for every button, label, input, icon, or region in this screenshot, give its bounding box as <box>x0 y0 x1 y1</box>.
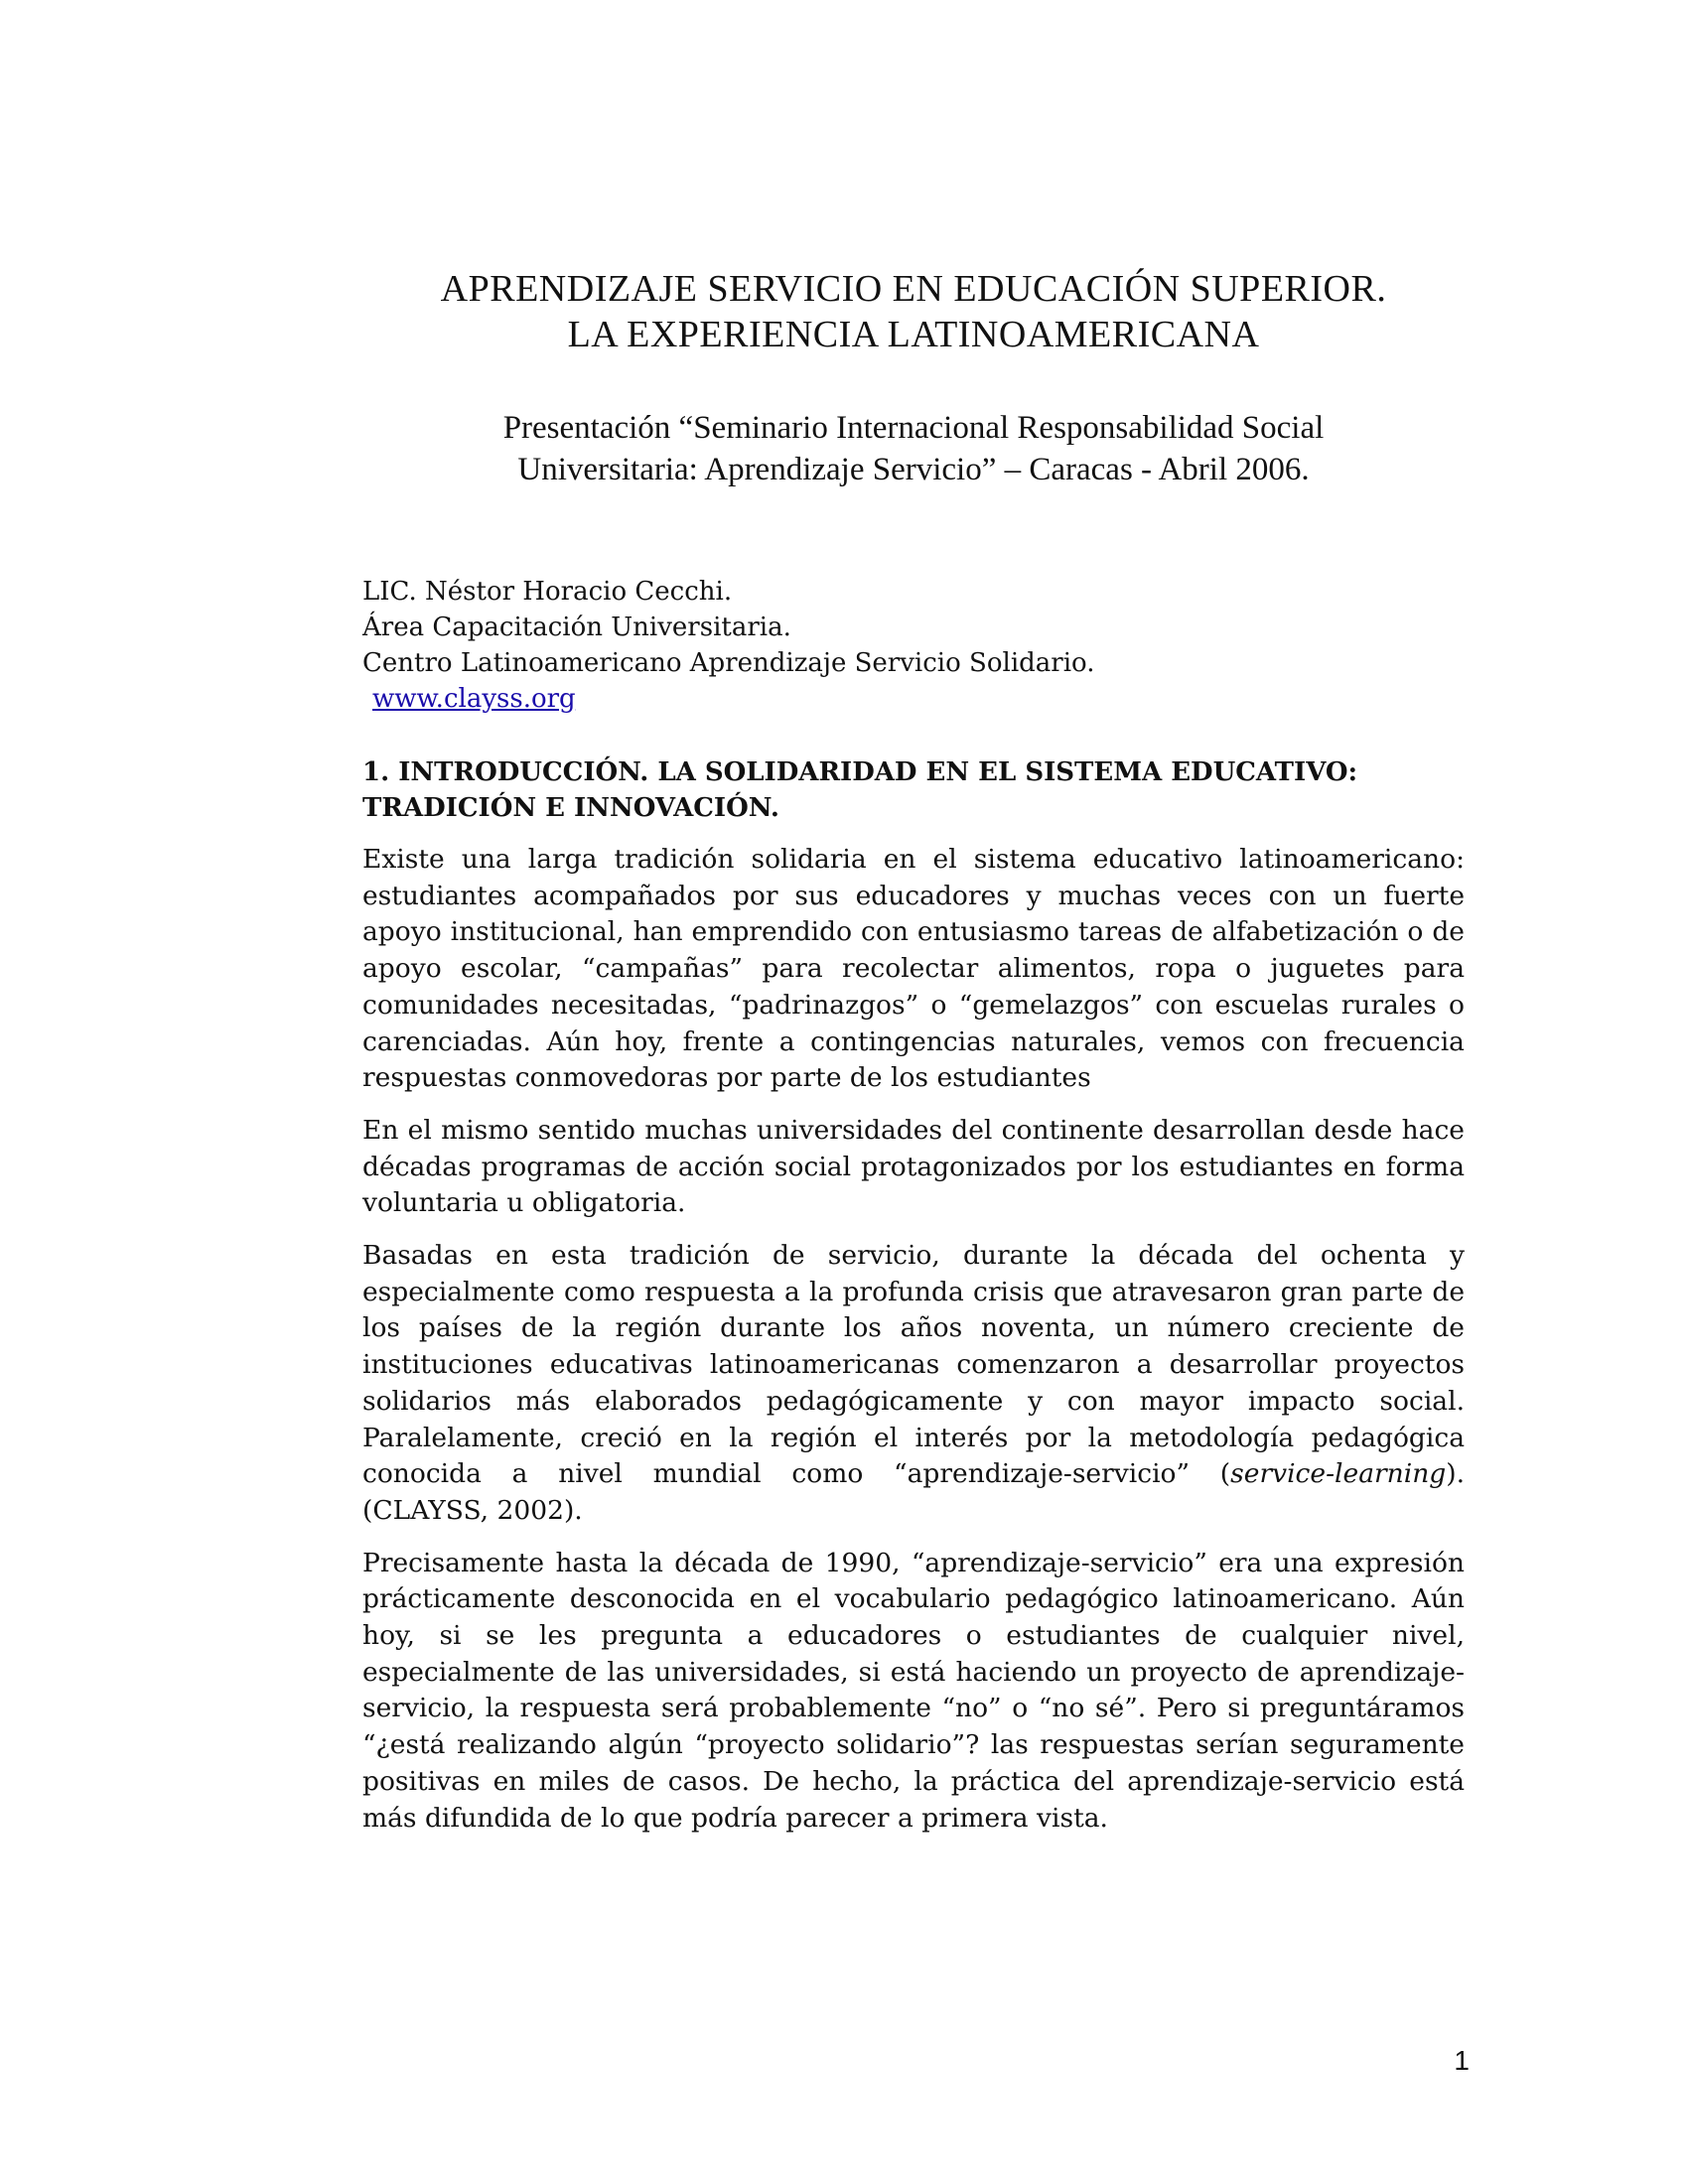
author-area: Área Capacitación Universitaria. <box>362 613 791 642</box>
document-title <box>338 266 1489 357</box>
presentation-line-1: Presentación “Seminario Internacional Responsabilidad Social <box>502 410 1325 446</box>
paragraph-3-citation: ). (CLAYSS, 2002). <box>362 1458 1465 1526</box>
author-name: LIC. Néstor Horacio Cecchi. <box>362 577 733 607</box>
page-number: 1 <box>1454 2045 1470 2076</box>
paragraph-2: En el mismo sentido muchas universidades del continente desarrollan desde hace décadas programas de acción social protagonizados por los estudiantes en forma voluntaria u obligatoria. <box>362 1114 1465 1219</box>
website-link[interactable]: www.clayss.org <box>372 684 576 714</box>
paragraph-3 <box>362 1238 1465 1530</box>
paragraph-3-text: Basadas en esta tradición de servicio, durante la década del ochenta y especialmente como respuesta a la profunda crisis que atravesaron gran parte de los países de la región durante los años noventa, un número creciente de instituciones educativas latinoamericanas comenzaron a desarrollar proyectos solidarios más elaborados pedagógicamente y con mayor impacto social. Paralelamente, creció en la región el interés por la metodología pedagógica conocida a nivel mundial como “aprendizaje-servicio” ( <box>362 1240 1465 1490</box>
paragraph-1: Existe una larga tradición solidaria en el sistema educativo latinoamericano: estudiantes acompañados por sus educadores y muchas veces con un fuerte apoyo institucional, han emprendido con entusiasmo tareas de alfabetización o de apoyo escolar, “campañas” para recolectar alimentos, ropa o juguetes para comunidades necesitadas, “padrinazgos” o “gemelazgos” con escuelas rurales o carenciadas. Aún hoy, frente a contingencias naturales, vemos con frecuencia respuestas conmovedoras por parte de los estudiantes <box>362 844 1465 1094</box>
body-text <box>362 842 1465 1852</box>
presentation-line-2: Universitaria: Aprendizaje Servicio” – Caracas - Abril 2006. <box>517 452 1310 487</box>
paragraph-3-italic-term: service-learning <box>1230 1458 1447 1490</box>
title-line-1: APRENDIZAJE SERVICIO EN EDUCACIÓN SUPERIOR. <box>440 268 1387 310</box>
presentation-subtitle <box>338 407 1489 490</box>
title-line-2: LA EXPERIENCIA LATINOAMERICANA <box>567 314 1260 355</box>
author-block <box>362 574 1094 717</box>
section-heading: 1. INTRODUCCIÓN. LA SOLIDARIDAD EN EL SISTEMA EDUCATIVO: TRADICIÓN E INNOVACIÓN. <box>362 757 1358 823</box>
author-center: Centro Latinoamericano Aprendizaje Servicio Solidario. <box>362 648 1095 678</box>
paragraph-4: Precisamente hasta la década de 1990, “aprendizaje-servicio” era una expresión prácticamente desconocida en el vocabulario pedagógico latinoamericano. Aún hoy, si se les pregunta a educadores o estudiantes de cualquier nivel, especialmente de las universidades, si está haciendo un proyecto de aprendizaje-servicio, la respuesta será probablemente “no” o “no sé”. Pero si preguntáramos “¿está realizando algún “proyecto solidario”? las respuestas serían seguramente positivas en miles de casos. De hecho, la práctica del aprendizaje-servicio está más difundida de lo que podría parecer a primera vista. <box>362 1547 1465 1834</box>
